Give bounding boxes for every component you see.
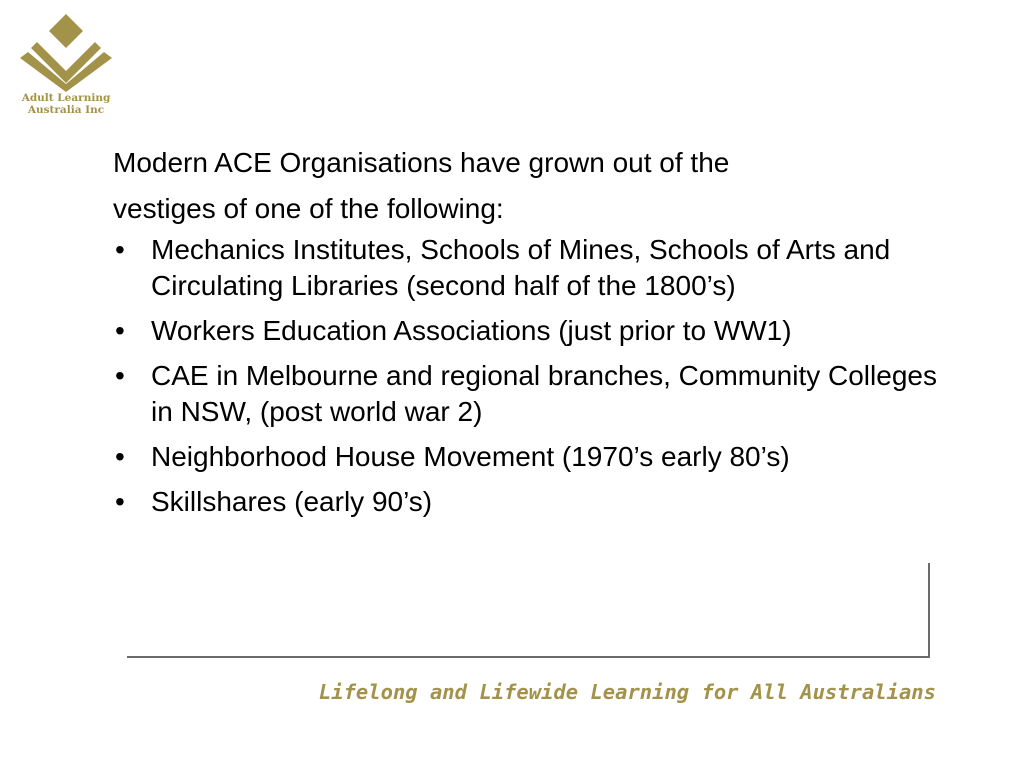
stacked-diamond-chevron-logo-icon xyxy=(16,14,116,92)
bullet-item-mechanics-institutes xyxy=(113,232,953,304)
bullet-item-cae-melbourne xyxy=(113,358,953,430)
bullet-text: Neighborhood House Movement (1970’s early 80’s) xyxy=(151,441,790,472)
logo-line-2: Australia Inc xyxy=(27,104,105,116)
horizontal-divider xyxy=(127,656,930,658)
footer-tagline: Lifelong and Lifewide Learning for All Australians xyxy=(318,680,936,704)
bullet-item-skillshares xyxy=(113,484,953,520)
intro-line-1: Modern ACE Organisations have grown out of the xyxy=(113,147,730,178)
organization-logo xyxy=(12,14,122,124)
bullet-text: CAE in Melbourne and regional branches, Community Colleges in NSW, (post world war 2) xyxy=(151,360,937,427)
bullet-item-neighborhood-house xyxy=(113,439,953,475)
bullet-text: Mechanics Institutes, Schools of Mines, Schools of Arts and Circulating Libraries (second half of the 1800’s) xyxy=(151,234,891,301)
bullet-list xyxy=(113,232,953,520)
bullet-icon: • xyxy=(115,315,125,346)
intro-paragraph xyxy=(113,140,953,232)
bullet-text: Workers Education Associations (just prior to WW1) xyxy=(151,315,792,346)
logo-text xyxy=(12,92,120,116)
bullet-item-workers-education xyxy=(113,313,953,349)
logo-line-1: Adult Learning xyxy=(21,92,111,104)
bullet-icon: • xyxy=(115,486,125,517)
bullet-icon: • xyxy=(115,441,125,472)
intro-line-2: vestiges of one of the following: xyxy=(113,193,504,224)
bullet-icon: • xyxy=(115,360,125,391)
bullet-icon: • xyxy=(115,234,125,265)
slide-body xyxy=(113,140,953,520)
bullet-text: Skillshares (early 90’s) xyxy=(151,486,433,517)
vertical-divider xyxy=(928,563,930,658)
